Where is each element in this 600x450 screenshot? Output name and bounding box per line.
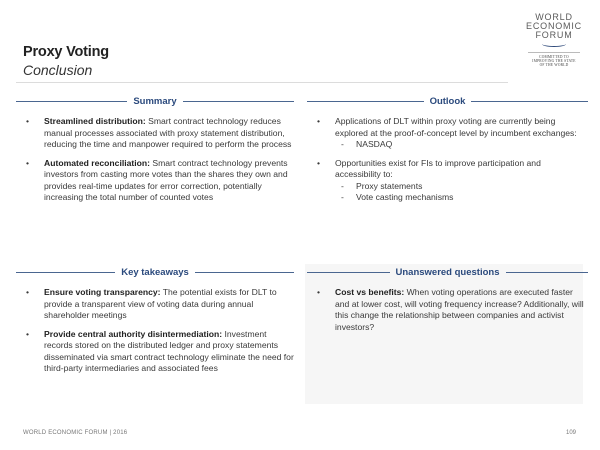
heading-rule [16, 272, 115, 273]
sub-item-text: Vote casting mechanisms [356, 192, 454, 202]
bullet-icon: • [26, 287, 30, 297]
item-text: Smart contract technology reduces manual processes associated with proxy statement distribution, reducing the time and manpower required to perform the process [44, 116, 292, 149]
summary-section [16, 94, 294, 211]
list-item [16, 158, 294, 204]
summary-heading [16, 94, 294, 108]
item-text: Smart contract technology prevents investors from casting more votes than the shares they own and provides real-time updates for error correction, potentially increasing the total number of counted votes [44, 157, 288, 202]
outlook-title: Outlook [429, 95, 466, 107]
item-lead: Automated reconciliation: [44, 157, 150, 168]
heading-rule [16, 101, 127, 102]
heading-rule [307, 101, 424, 102]
dash-icon: - [341, 180, 344, 191]
page-title: Proxy Voting [23, 44, 109, 60]
takeaways-heading [16, 265, 294, 279]
outlook-list [307, 116, 588, 204]
bullet-icon: • [317, 157, 321, 168]
bullet-icon: • [26, 157, 30, 168]
heading-rule [506, 272, 589, 273]
questions-section [307, 265, 588, 340]
summary-list [16, 116, 294, 204]
page-subtitle: Conclusion [23, 62, 93, 78]
questions-title: Unanswered questions [395, 266, 500, 278]
takeaways-section [16, 265, 294, 382]
wef-logo [523, 13, 585, 68]
heading-rule [195, 272, 294, 273]
list-item [307, 158, 588, 204]
logo-line-1: WORLD [535, 12, 573, 22]
list-item [307, 116, 588, 151]
heading-rule [471, 101, 588, 102]
sub-list [335, 139, 588, 151]
outlook-heading [307, 94, 588, 108]
bullet-icon: • [26, 328, 30, 339]
bullet-icon: • [26, 116, 30, 126]
footer-copyright: WORLD ECONOMIC FORUM | 2016 [23, 430, 128, 436]
list-item [16, 329, 294, 375]
logo-line-3: FORUM [535, 30, 573, 40]
item-text: Investment records stored on the distributed ledger and proxy statements disseminated via smart contract technology eliminate the need for third-party intermediaries and associated fees [44, 328, 294, 373]
dash-icon: - [341, 192, 344, 202]
questions-list [307, 287, 588, 333]
item-lead: Ensure voting transparency: [44, 287, 161, 297]
bullet-icon: • [317, 116, 321, 126]
item-lead: Cost vs benefits: [335, 287, 405, 297]
item-lead: Streamlined distribution: [44, 116, 146, 126]
takeaways-list [16, 287, 294, 375]
logo-divider [528, 52, 580, 53]
item-lead: Provide central authority disintermediation: [44, 328, 223, 339]
item-text: Opportunities exist for FIs to improve participation and accessibility to: [335, 157, 541, 179]
summary-title: Summary [133, 95, 177, 107]
heading-rule [183, 101, 294, 102]
list-item [307, 287, 588, 333]
item-text: Applications of DLT within proxy voting are currently being explored at the proof-of-concept level by incumbent exchanges: [335, 116, 577, 138]
logo-line-2: ECONOMIC [526, 21, 582, 31]
sub-item-text: Proxy statements [356, 180, 423, 191]
takeaways-title: Key takeaways [121, 266, 189, 278]
dash-icon: - [341, 139, 344, 149]
questions-heading [307, 265, 588, 279]
item-text: The potential exists for DLT to provide a transparent view of voting data during annual shareholder meetings [44, 287, 277, 320]
sub-list [335, 181, 588, 204]
logo-swoosh-icon [542, 41, 566, 47]
list-item [16, 287, 294, 322]
logo-tagline-3: OF THE WORLD [539, 63, 569, 68]
heading-rule [307, 272, 390, 273]
sub-list-item [335, 139, 588, 151]
header-divider [16, 82, 508, 83]
item-text: When voting operations are executed faster and at lower cost, will voting frequency increase? Additionally, will this change the relationship between companies and activist investors? [335, 287, 584, 332]
list-item [16, 116, 294, 151]
sub-item-text: NASDAQ [356, 139, 393, 149]
bullet-icon: • [317, 287, 321, 297]
outlook-section [307, 94, 588, 211]
logo-tagline-1: COMMITTED TO [539, 55, 569, 59]
sub-list-item [335, 181, 588, 193]
sub-list-item [335, 192, 588, 204]
page-number: 109 [566, 430, 577, 436]
logo-tagline-2: IMPROVING THE STATE [532, 59, 576, 64]
